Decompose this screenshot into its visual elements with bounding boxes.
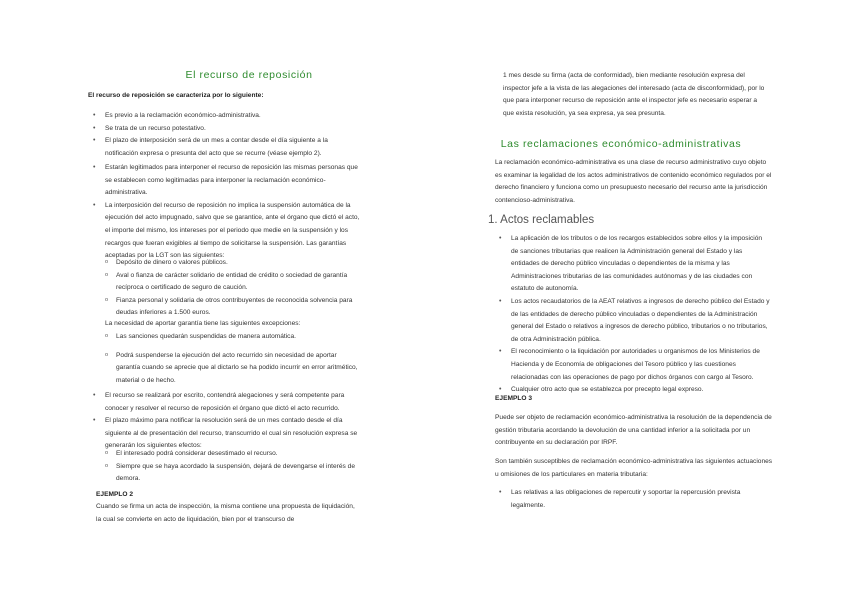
characteristics-list-3 — [88, 390, 363, 453]
ejemplo-3-text: Puede ser objeto de reclamación económico-administrativa la resolución de la dependencia de gestión tributaria acordando la devolución de una cantidad inferior a la solicitada por un contribuyente en su declaración por IRPF. — [495, 414, 772, 447]
section-title-reclamaciones: Las reclamaciones económico-administrativas — [500, 138, 742, 150]
list-item: • La aplicación de los tributos o de los recargos establecidos sobre ellos y la imposición de sanciones tributarias que realicen la Administración general del Estado y las entidades de derecho público vinculadas o dependientes de la misma y las Administraciones tributarias de las comunidades autónomas y de las ciudades con estatuto de autonomía. — [494, 233, 770, 296]
garantias-list — [88, 257, 360, 320]
list-item: o Las sanciones quedarán suspendidas de manera automática. — [88, 331, 360, 344]
list-item: • Estarán legitimados para interponer el recurso de reposición las mismas personas que se establecen como legitimadas para interponer la reclamación económico-administrativa. — [88, 162, 363, 200]
list-item: • Los actos recaudatorios de la AEAT relativos a ingresos de derecho público del Estado y de las entidades de derecho público vinculadas o dependientes de la Administración general del Estado o relativos a ingresos de derecho público, tributarios o no tributarios, de otra Administración pública. — [494, 296, 770, 346]
list-item: • El recurso se realizará por escrito, contendrá alegaciones y será competente para conocer y resolver el recurso de reposición el órgano que dictó el acto recurrido. — [88, 390, 363, 415]
section-heading-actos-reclamables: 1. Actos reclamables — [488, 214, 595, 226]
efectos-list — [88, 448, 360, 486]
list-item: • Las relativas a las obligaciones de repercutir y soportar la repercusión prevista legalmente. — [494, 487, 770, 512]
ejemplo-3-label: EJEMPLO 3 — [495, 395, 533, 402]
characteristics-list-2 — [88, 162, 363, 263]
characteristics-list-1 — [88, 110, 358, 160]
ejemplo-2-text: Cuando se firma un acta de inspección, la misma contiene una propuesta de liquidación, la cual se convierte en acto de liquidación, bien por el transcurso de — [96, 503, 355, 523]
list-item: o Depósito de dinero o valores públicos. — [88, 257, 360, 270]
list-item: • El reconocimiento o la liquidación por autoridades u organismos de los Ministerios de Hacienda y de Economía de obligaciones del Tesoro público y las cuestiones relacionadas con las operaciones de pago por dichos órganos con cargo al Tesoro. — [494, 346, 770, 384]
ejemplo-2-continuation: 1 mes desde su firma (acta de conformidad), bien mediante resolución expresa del inspector jefe a la vista de las alegaciones del interesado (acta de disconformidad), por lo que para interponer recurso de reposición ante el inspector jefe es necesario esperar a que exista resolución, ya sea expresa, ya sea presunta. — [503, 72, 765, 117]
list-item: o Siempre que se haya acordado la suspensión, dejará de devengarse el interés de demora. — [88, 461, 360, 486]
tambien-text: Son también susceptibles de reclamación económico-administrativa las siguientes actuaciones u omisiones de los particulares en materia tributaria: — [495, 458, 773, 478]
list-item: o El interesado podrá considerar desestimado el recurso. — [88, 448, 360, 461]
list-item: • El plazo máximo para notificar la resolución será de un mes contado desde el día siguiente al de presentación del recurso, transcurrido el cual sin resolución expresa se generarán los siguientes efectos: — [88, 415, 363, 453]
section-title-recurso-reposicion: El recurso de reposición — [185, 69, 313, 81]
list-item: • El plazo de interposición será de un mes a contar desde el día siguiente a la notificación expresa o presunta del acto que se recurre (véase ejemplo 2). — [88, 135, 358, 160]
list-item: • Es previo a la reclamación económico-administrativa. — [88, 110, 358, 123]
excepciones-intro: La necesidad de aportar garantía tiene las siguientes excepciones: — [105, 320, 301, 327]
excepciones-list — [88, 331, 360, 387]
list-item: o Aval o fianza de carácter solidario de entidad de crédito o sociedad de garantía recíproca o certificado de seguro de caución. — [88, 270, 360, 295]
list-item: • Se trata de un recurso potestativo. — [88, 123, 358, 136]
list-item: • La interposición del recurso de reposición no implica la suspensión automática de la ejecución del acto impugnado, salvo que se garantice, ante el órgano que dictó el acto, el importe del mismo, los intereses por el periodo que medie en la suspensión y los recargos que fueran exigibles al tiempo de solicitarse la suspensión. Las garantías aceptadas por la LGT son las siguientes: — [88, 200, 363, 263]
ejemplo-2-label: EJEMPLO 2 — [96, 491, 134, 498]
list-item: o Podrá suspenderse la ejecución del acto recurrido sin necesidad de aportar garantía cuando se aprecie que al dictarlo se ha podido incurrir en error aritmético, material o de hecho. — [88, 350, 360, 388]
list-item: o Fianza personal y solidaria de otros contribuyentes de reconocida solvencia para deudas inferiores a 1.500 euros. — [88, 295, 360, 320]
intro-text: El recurso de reposición se caracteriza por lo siguiente: — [88, 92, 264, 99]
particulares-list — [494, 487, 770, 512]
list-item: • Cualquier otro acto que se establezca por precepto legal expreso. — [494, 384, 770, 397]
reclamaciones-intro: La reclamación económico-administrativa es una clase de recurso administrativo cuyo objeto es examinar la legalidad de los actos administrativos de contenido económico regulados por el derecho financiero y funciona como un presupuesto necesario del recurso ante la jurisdicción contencioso-administrativa. — [495, 159, 772, 204]
actos-reclamables-list — [494, 233, 770, 397]
